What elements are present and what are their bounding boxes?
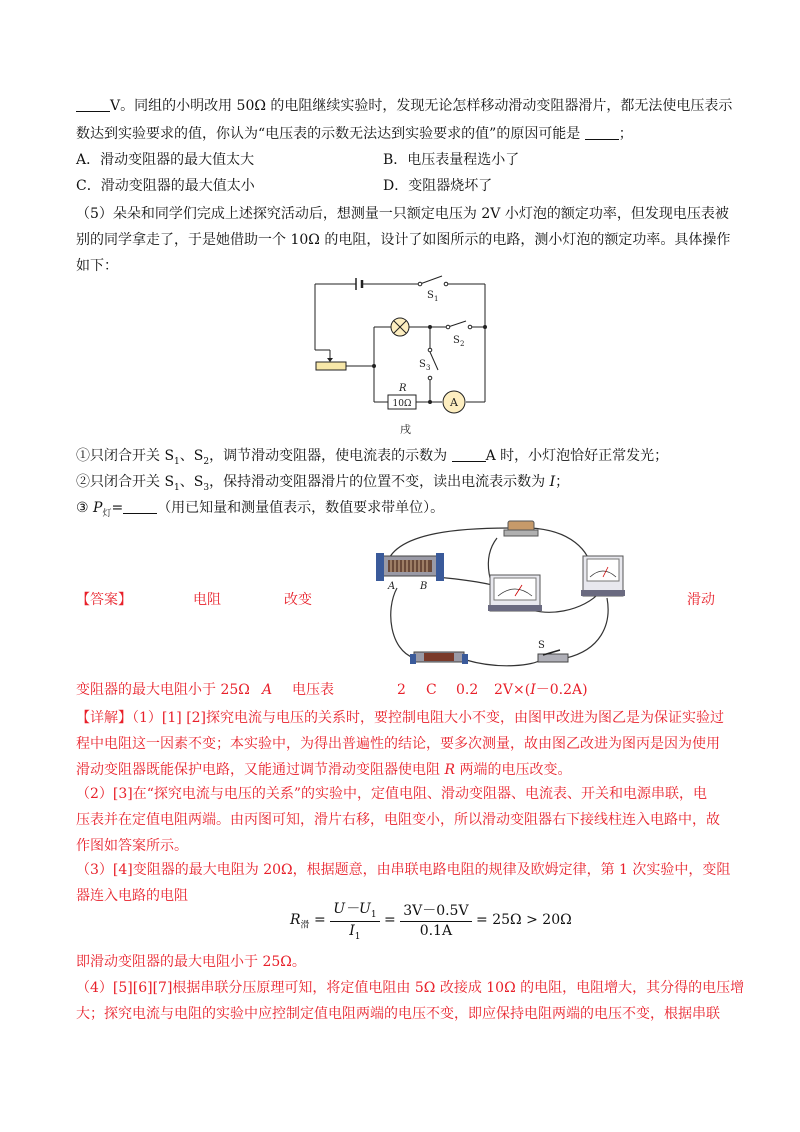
- detail-p2-l1: （2）[3]在“探究电流与电压的关系”的实验中，定值电阻、滑动变阻器、电流表、开关和电源串联，电: [76, 786, 708, 802]
- terminal-b-label: B: [420, 581, 428, 592]
- detail-p3-l2: 器连入电路的电阻: [76, 888, 188, 904]
- q4-line2: 数达到实验要求的值，你认为“电压表的示数无法达到实验要求的值”的原因可能是 ；: [76, 126, 633, 142]
- q5-line1: （5）朵朵和同学们完成上述探究活动后，想测量一只额定电压为 2V 小灯泡的额定功率，但发现电压表被: [76, 206, 729, 222]
- q4-line1: V。同组的小明改用 50Ω 的电阻继续实验时，发现无论怎样移动滑动变阻器滑片，都无法使电压表示: [76, 96, 732, 116]
- svg-text:2: 2: [460, 340, 465, 348]
- option-b: B．电压表量程选小了: [383, 152, 520, 168]
- circuit-diagram: [300, 270, 500, 440]
- answer-3: 滑动: [687, 592, 715, 608]
- svg-text:3: 3: [426, 364, 431, 372]
- answer-blank: [452, 447, 486, 462]
- q5-line3: 如下：: [76, 258, 118, 274]
- answer-10: 2V×(I－0.2A): [494, 682, 588, 698]
- detail-p1-l2: 程中电阻这一因素不变；本实验中，为得出普遍性的结论，要多次测量，故由图乙改进为图丙是因为使用: [76, 736, 720, 752]
- step-1: ①只闭合开关 $S_1$、$S_2$，调节滑动变阻器，使电流表的示数为 A 时，小灯泡恰好正常发光；: [76, 448, 669, 467]
- wiring-photo: [372, 516, 632, 668]
- detail-p1-l3: 滑动变阻器既能保护电路，又能通过调节滑动变阻器使电阻 R 两端的电压改变。: [76, 762, 572, 778]
- q5-line2: 别的同学拿走了，于是她借助一个 10Ω 的电阻，设计了如图所示的电路，测小灯泡的额定功率。具体操作: [76, 232, 731, 248]
- step-2: ②只闭合开关 $S_1$、$S_3$，保持滑动变阻器滑片的位置不变，读出电流表示数为 I；: [76, 474, 570, 493]
- detail-p4-l2: 大；探究电流与电阻的实验中应控制定值电阻两端的电压不变，即应保持电阻两端的电压不变，根据串联: [76, 1006, 720, 1022]
- answer-2: 改变: [284, 592, 312, 608]
- answer-5: A: [262, 682, 273, 698]
- detail-p3-l1: （3）[4]变阻器的最大电阻为 20Ω，根据题意，由串联电路电阻的规律及欧姆定律，第 1 次实验中，变阻: [76, 862, 731, 878]
- answer-blank: [123, 499, 157, 514]
- formula: $R_滑$ = $\frac{U-U_1}{I_1}$ = $\frac{3V-0.5V}{0.1A}$ = 25Ω > 20Ω: [290, 898, 572, 942]
- option-c: C．滑动变阻器的最大值太小: [76, 178, 255, 194]
- detail-p2-l3: 作图如答案所示。: [76, 838, 188, 854]
- option-a: A．滑动变阻器的最大值太大: [76, 152, 255, 168]
- fraction-2: $\frac{3V-0.5V}{0.1A}$: [400, 900, 471, 939]
- r-value: 10Ω: [392, 399, 412, 409]
- s3-label: S: [419, 359, 426, 370]
- s1-label: S: [427, 290, 434, 301]
- step-3: ③ $P_灯=$ （用已知量和测量值表示，数值要求带单位）。: [76, 500, 445, 519]
- answer-blank: [76, 97, 110, 112]
- answer-7: 2: [397, 682, 406, 698]
- r-label: R: [399, 383, 407, 394]
- switch-label: S: [538, 640, 545, 651]
- answer-tag: 【答案】: [76, 592, 132, 608]
- answer-blank: [585, 125, 619, 140]
- answer-6: 电压表: [292, 682, 334, 698]
- detail-p3-l3: 即滑动变阻器的最大电阻小于 25Ω。: [76, 954, 306, 970]
- answer-1: 电阻: [193, 592, 221, 608]
- figure-caption: 戌: [400, 423, 411, 436]
- answer-4: 变阻器的最大电阻小于 25Ω: [76, 682, 250, 698]
- answer-9: 0.2: [456, 682, 479, 698]
- terminal-a-label: A: [388, 581, 396, 592]
- answer-8: C: [426, 682, 437, 698]
- detail-p2-l2: 压表并在定值电阻两端。由丙图可知，滑片右移，电阻变小，所以滑动变阻器右下接线柱连入电路中，故: [76, 812, 720, 828]
- option-d: D．变阻器烧坏了: [383, 178, 493, 194]
- ammeter-label: A: [450, 396, 458, 409]
- fraction-1: $\frac{U-U_1}{I_1}$: [330, 898, 379, 942]
- detail-p1-l1: 【详解】（1）[1] [2]探究电流与电压的关系时，要控制电阻大小不变，由图甲改进为图乙是为保证实验过: [76, 710, 725, 726]
- svg-text:1: 1: [434, 295, 439, 303]
- detail-p4-l1: （4）[5][6][7]根据串联分压原理可知，将定值电阻由 5Ω 改接成 10Ω 的电阻，电阻增大，其分得的电压增: [76, 980, 745, 996]
- s2-label: S: [453, 335, 460, 346]
